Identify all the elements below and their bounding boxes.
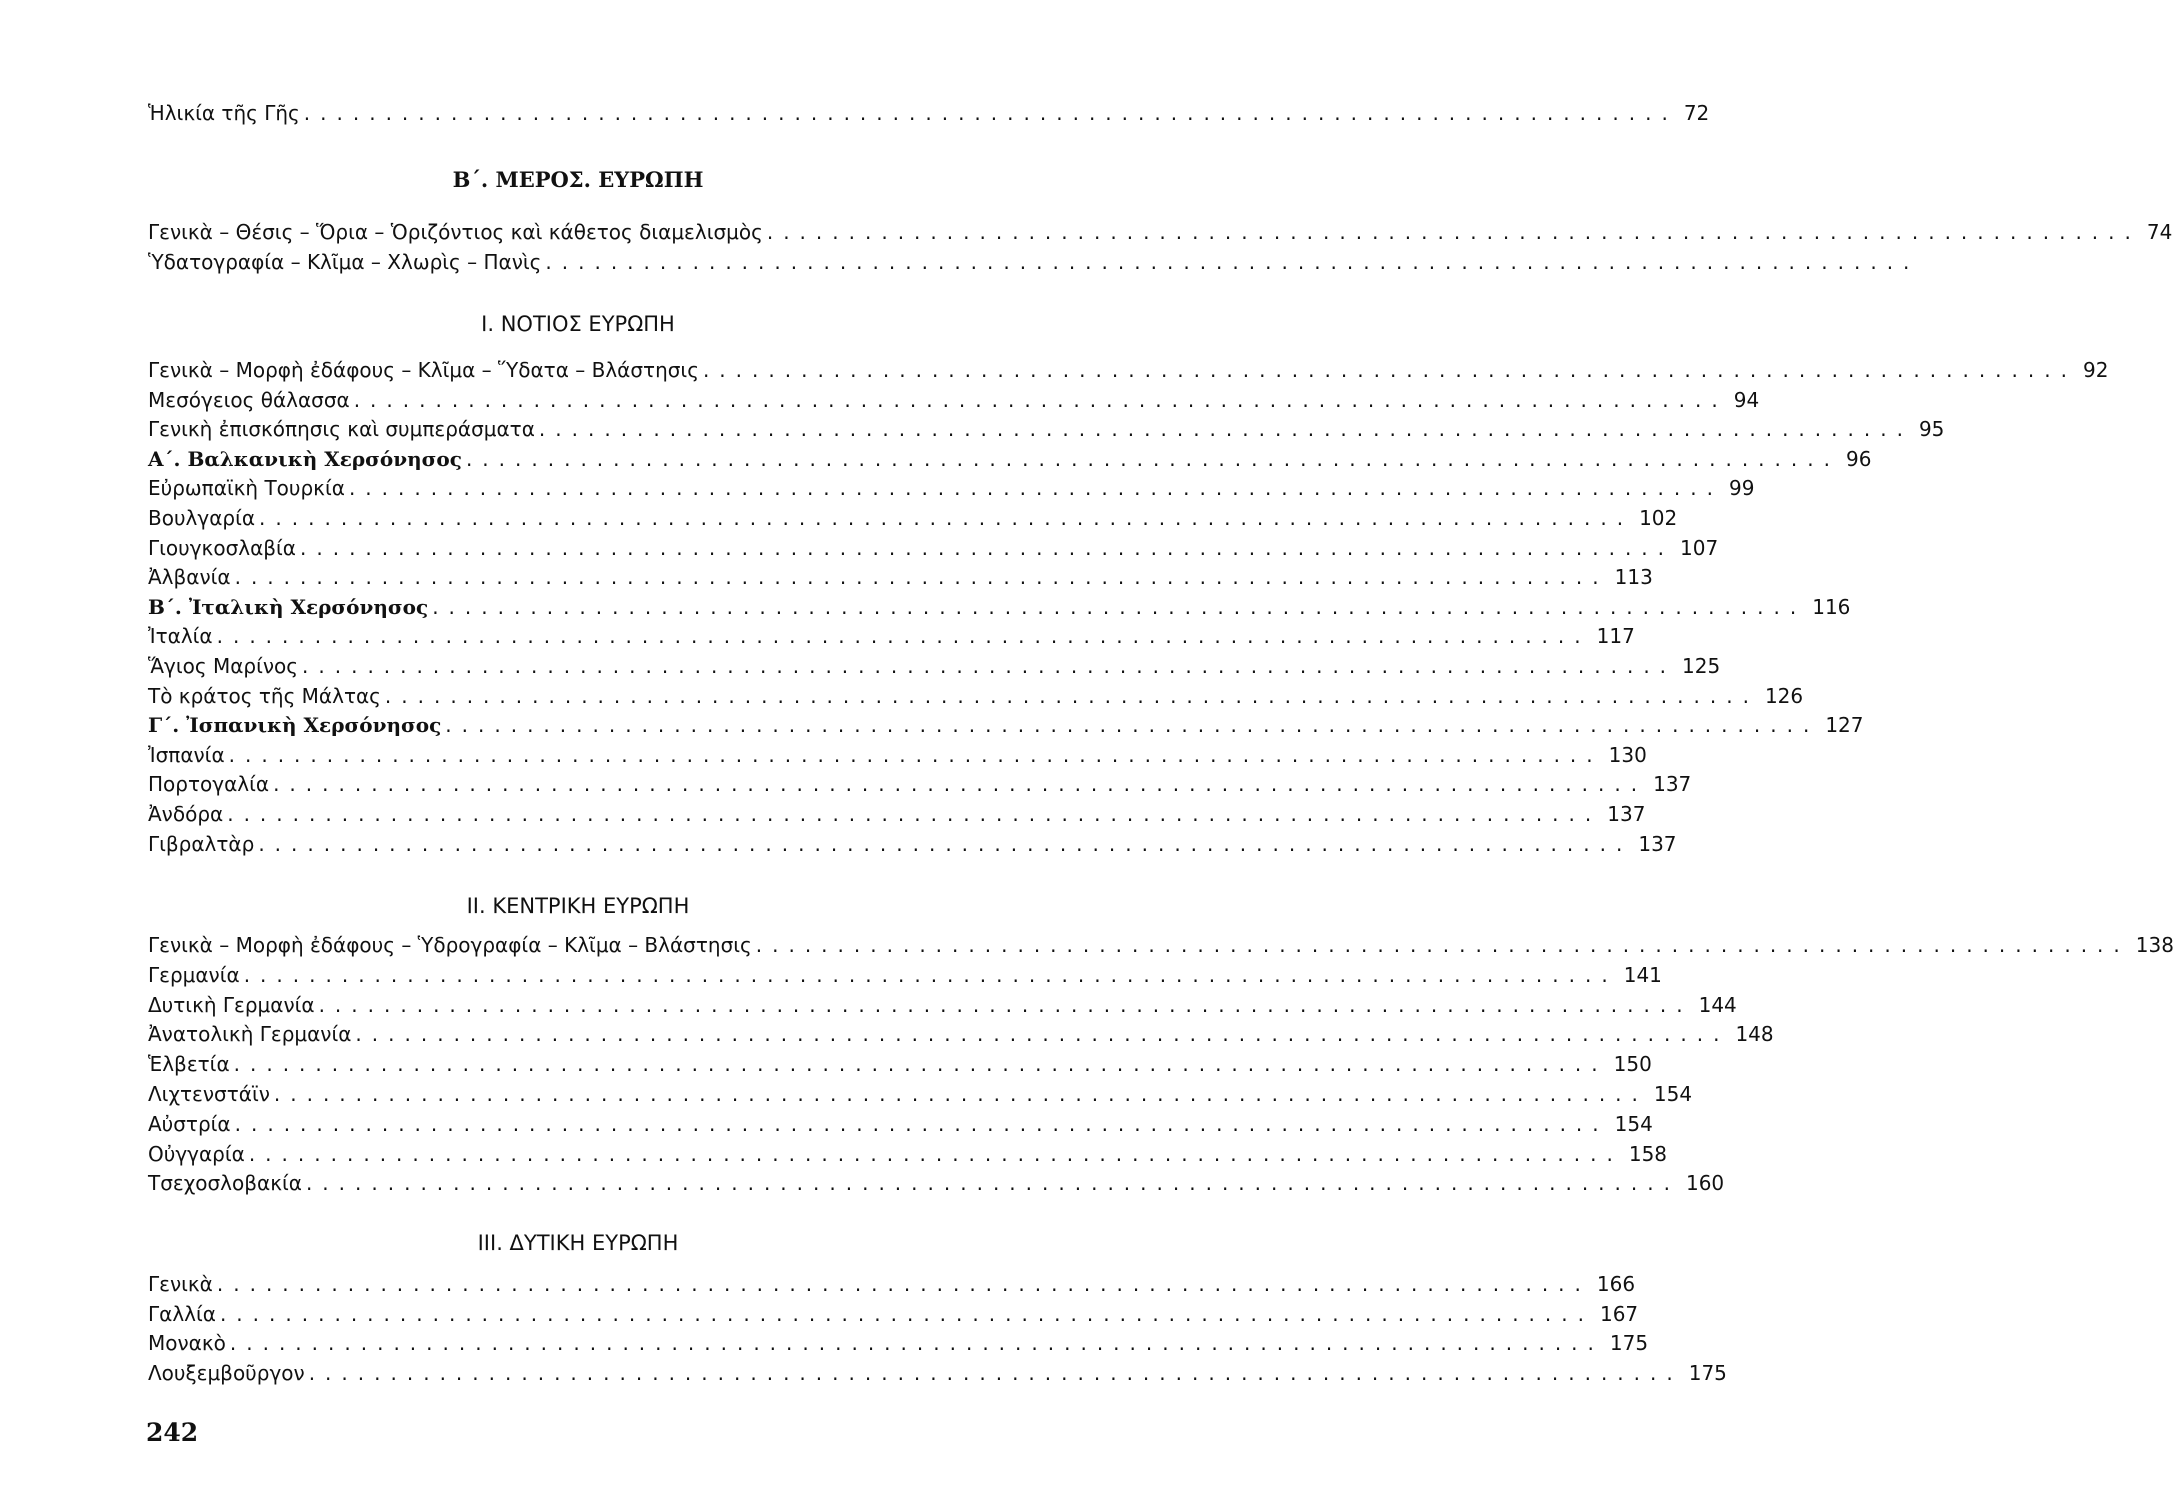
entry-page: 141 bbox=[1623, 962, 1662, 987]
entry-page: 92 bbox=[2082, 358, 2109, 382]
entry-page: 160 bbox=[1685, 1171, 1725, 1196]
leader-dots: .................................................................................... bbox=[227, 802, 1602, 826]
toc-entry bbox=[148, 503, 1678, 533]
entry-title: Γερμανία bbox=[148, 962, 240, 987]
entry-page: 154 bbox=[1614, 1111, 1653, 1136]
leader-dots: .................................................................................... bbox=[258, 831, 1633, 856]
leader-dots: .................................................................................... bbox=[545, 250, 1920, 274]
entry-title: Τσεχοσλοβακία bbox=[148, 1171, 302, 1196]
entry-title: Γενικὰ – Μορφὴ ἐδάφους – Ὑδρογραφία – Κλῖμα – Βλάστησις bbox=[148, 933, 752, 957]
entry-title: Γενικὰ – Μορφὴ ἐδάφους – Κλῖμα – Ὕδατα – Βλάστησις bbox=[148, 358, 699, 382]
entry-title: Γενικὰ bbox=[148, 1272, 213, 1296]
entry-title: Οὐγγαρία bbox=[148, 1141, 245, 1166]
entry-title: Ὑδατογραφία – Κλῖμα – Χλωρὶς – Πανὶς bbox=[148, 250, 542, 274]
entry-page: 130 bbox=[1608, 742, 1647, 767]
toc-entry bbox=[148, 1299, 1639, 1329]
section-heading: Β΄. ΜΕΡΟΣ. ΕΥΡΩΠΗ bbox=[452, 167, 704, 192]
leader-dots: .................................................................................... bbox=[219, 1301, 1594, 1326]
leader-dots: .................................................................................... bbox=[243, 962, 1618, 987]
entry-page: 150 bbox=[1613, 1052, 1652, 1077]
entry-page: 175 bbox=[1688, 1360, 1727, 1385]
leader-dots: .................................................................................... bbox=[259, 506, 1634, 530]
toc-entry bbox=[148, 1269, 1636, 1299]
leader-dots: .................................................................................... bbox=[465, 446, 1840, 471]
entry-title: Πορτογαλία bbox=[148, 772, 270, 797]
entry-page: 154 bbox=[1653, 1082, 1693, 1106]
toc-entry bbox=[148, 651, 1721, 681]
toc-entry bbox=[148, 1328, 1649, 1358]
leader-dots: .................................................................................... bbox=[538, 417, 1913, 442]
leader-dots: .................................................................................... bbox=[233, 1052, 1608, 1077]
entry-title: Ἅγιος Μαρίνος bbox=[148, 654, 299, 678]
toc-entry bbox=[148, 1019, 1774, 1049]
toc-entry bbox=[148, 681, 1804, 711]
entry-title: Εὐρωπαϊκὴ Τουρκία bbox=[148, 476, 345, 501]
entry-title: Ἀλβανία bbox=[148, 565, 231, 590]
entry-page: 137 bbox=[1638, 831, 1677, 856]
entry-title: Β΄. Ἰταλικὴ Χερσόνησος bbox=[148, 594, 429, 619]
entry-page: 74 bbox=[2146, 220, 2173, 244]
toc-entry bbox=[148, 533, 1719, 563]
toc-entry bbox=[148, 1139, 1668, 1169]
entry-title: Λιχτενστάϊν bbox=[148, 1082, 270, 1106]
leader-dots: .................................................................................... bbox=[318, 992, 1693, 1017]
leader-dots: .................................................................................... bbox=[234, 565, 1609, 590]
entry-page: 126 bbox=[1764, 683, 1804, 708]
toc-entry bbox=[148, 710, 1864, 740]
leader-dots: .................................................................................... bbox=[308, 1360, 1683, 1385]
toc-entry bbox=[148, 960, 1662, 990]
entry-title: Δυτικὴ Γερμανία bbox=[148, 992, 315, 1017]
toc-entry bbox=[148, 1109, 1653, 1139]
toc-entry bbox=[148, 990, 1737, 1020]
toc-entry bbox=[148, 930, 2174, 960]
leader-dots: .................................................................................... bbox=[300, 535, 1675, 560]
leader-dots: .................................................................................... bbox=[305, 1171, 1680, 1196]
entry-page: 148 bbox=[1735, 1022, 1774, 1047]
leader-dots: .................................................................................... bbox=[234, 1111, 1609, 1136]
leader-dots: .................................................................................... bbox=[432, 594, 1807, 619]
section-heading: ΙΙΙ. ΔΥΤΙΚΗ ΕΥΡΩΠΗ bbox=[477, 1231, 679, 1255]
section-heading: Ι. ΝΟΤΙΟΣ ΕΥΡΩΠΗ bbox=[481, 312, 675, 336]
entry-page: 158 bbox=[1628, 1141, 1668, 1166]
entry-page: 94 bbox=[1733, 387, 1760, 412]
entry-title: Ἑλβετία bbox=[148, 1052, 230, 1077]
toc-entry bbox=[148, 1049, 1652, 1079]
entry-title: Ἰταλία bbox=[148, 624, 213, 649]
section-heading: ΙΙ. ΚΕΝΤΡΙΚΗ ΕΥΡΩΠΗ bbox=[466, 894, 690, 918]
entry-page: 113 bbox=[1614, 565, 1653, 590]
leader-dots: .................................................................................... bbox=[216, 1272, 1591, 1296]
leader-dots: .................................................................................... bbox=[766, 220, 2141, 244]
toc-entry bbox=[148, 740, 1647, 770]
leader-dots: .................................................................................... bbox=[355, 1022, 1730, 1047]
entry-title: Μεσόγειος θάλασσα bbox=[148, 387, 350, 412]
entry-title: Τὸ κράτος τῆς Μάλτας bbox=[148, 683, 381, 708]
toc-entry bbox=[148, 799, 1646, 829]
entry-page: 137 bbox=[1653, 772, 1692, 797]
leader-dots: .................................................................................... bbox=[273, 1082, 1648, 1106]
leader-dots: .................................................................................... bbox=[348, 476, 1723, 501]
page-number: 242 bbox=[146, 1418, 199, 1447]
leader-dots: .................................................................................... bbox=[702, 358, 2077, 382]
entry-title: Α΄. Βαλκανικὴ Χερσόνησος bbox=[148, 446, 462, 471]
entry-page: 72 bbox=[1683, 101, 1710, 125]
entry-page: 137 bbox=[1607, 802, 1646, 826]
leader-dots: .................................................................................... bbox=[755, 933, 2130, 957]
entry-title: Γενικὰ – Θέσις – Ὅρια – Ὁριζόντιος καὶ κάθετος διαμελισμὸς bbox=[148, 220, 763, 244]
leader-dots: .................................................................................... bbox=[303, 101, 1678, 125]
leader-dots: .................................................................................... bbox=[445, 713, 1820, 738]
entry-page: 144 bbox=[1698, 992, 1737, 1017]
entry-title: Γαλλία bbox=[148, 1301, 216, 1326]
toc-entry bbox=[148, 385, 1760, 415]
leader-dots: .................................................................................... bbox=[353, 387, 1728, 412]
toc-entry bbox=[148, 769, 1692, 799]
entry-title: Γ΄. Ἰσπανικὴ Χερσόνησος bbox=[148, 713, 442, 738]
leader-dots: .................................................................................... bbox=[302, 654, 1677, 678]
toc-entry bbox=[148, 98, 1710, 128]
entry-title: Λουξεμβοῦργον bbox=[148, 1360, 305, 1385]
leader-dots: .................................................................................... bbox=[228, 742, 1603, 767]
entry-page: 167 bbox=[1599, 1301, 1639, 1326]
entry-page: 138 bbox=[2135, 933, 2174, 957]
toc-entry bbox=[148, 414, 1945, 444]
entry-page: 125 bbox=[1682, 654, 1721, 678]
leader-dots: .................................................................................... bbox=[216, 624, 1591, 649]
toc-entry bbox=[148, 829, 1677, 859]
entry-page: 117 bbox=[1596, 624, 1635, 649]
toc-entry bbox=[148, 1168, 1725, 1198]
toc-entry bbox=[148, 562, 1653, 592]
entry-page: 175 bbox=[1609, 1331, 1649, 1355]
toc-entry bbox=[148, 444, 1872, 474]
entry-page: 95 bbox=[1918, 417, 1945, 442]
toc-entry bbox=[148, 247, 1920, 277]
entry-title: Γιουγκοσλαβία bbox=[148, 535, 296, 560]
leader-dots: .................................................................................... bbox=[248, 1141, 1623, 1166]
entry-title: Ἀνδόρα bbox=[148, 802, 224, 826]
toc-entry bbox=[148, 1358, 1727, 1388]
entry-page: 127 bbox=[1825, 713, 1864, 738]
entry-page: 99 bbox=[1728, 476, 1755, 501]
toc-entry bbox=[148, 621, 1635, 651]
entry-page: 116 bbox=[1812, 594, 1851, 619]
entry-title: Αὐστρία bbox=[148, 1111, 231, 1136]
entry-title: Γενικὴ ἐπισκόπησις καὶ συμπεράσματα bbox=[148, 417, 535, 442]
entry-page: 96 bbox=[1845, 446, 1872, 471]
toc-entry bbox=[148, 355, 2109, 385]
leader-dots: .................................................................................... bbox=[229, 1331, 1604, 1355]
entry-title: Μονακὸ bbox=[148, 1331, 226, 1355]
entry-page: 102 bbox=[1639, 506, 1678, 530]
leader-dots: .................................................................................... bbox=[384, 683, 1759, 708]
entry-title: Ἀνατολικὴ Γερμανία bbox=[148, 1022, 352, 1047]
entry-title: Βουλγαρία bbox=[148, 506, 256, 530]
entry-title: Ἡλικία τῆς Γῆς bbox=[148, 101, 300, 125]
toc-entry bbox=[148, 473, 1755, 503]
toc-entry bbox=[148, 1079, 1693, 1109]
entry-page: 107 bbox=[1680, 535, 1719, 560]
toc-entry bbox=[148, 217, 2173, 247]
entry-title: Ἰσπανία bbox=[148, 742, 225, 767]
toc-entry bbox=[148, 592, 1851, 622]
entry-page: 166 bbox=[1596, 1272, 1636, 1296]
entry-title: Γιβραλτὰρ bbox=[148, 831, 255, 856]
leader-dots: .................................................................................... bbox=[273, 772, 1648, 797]
